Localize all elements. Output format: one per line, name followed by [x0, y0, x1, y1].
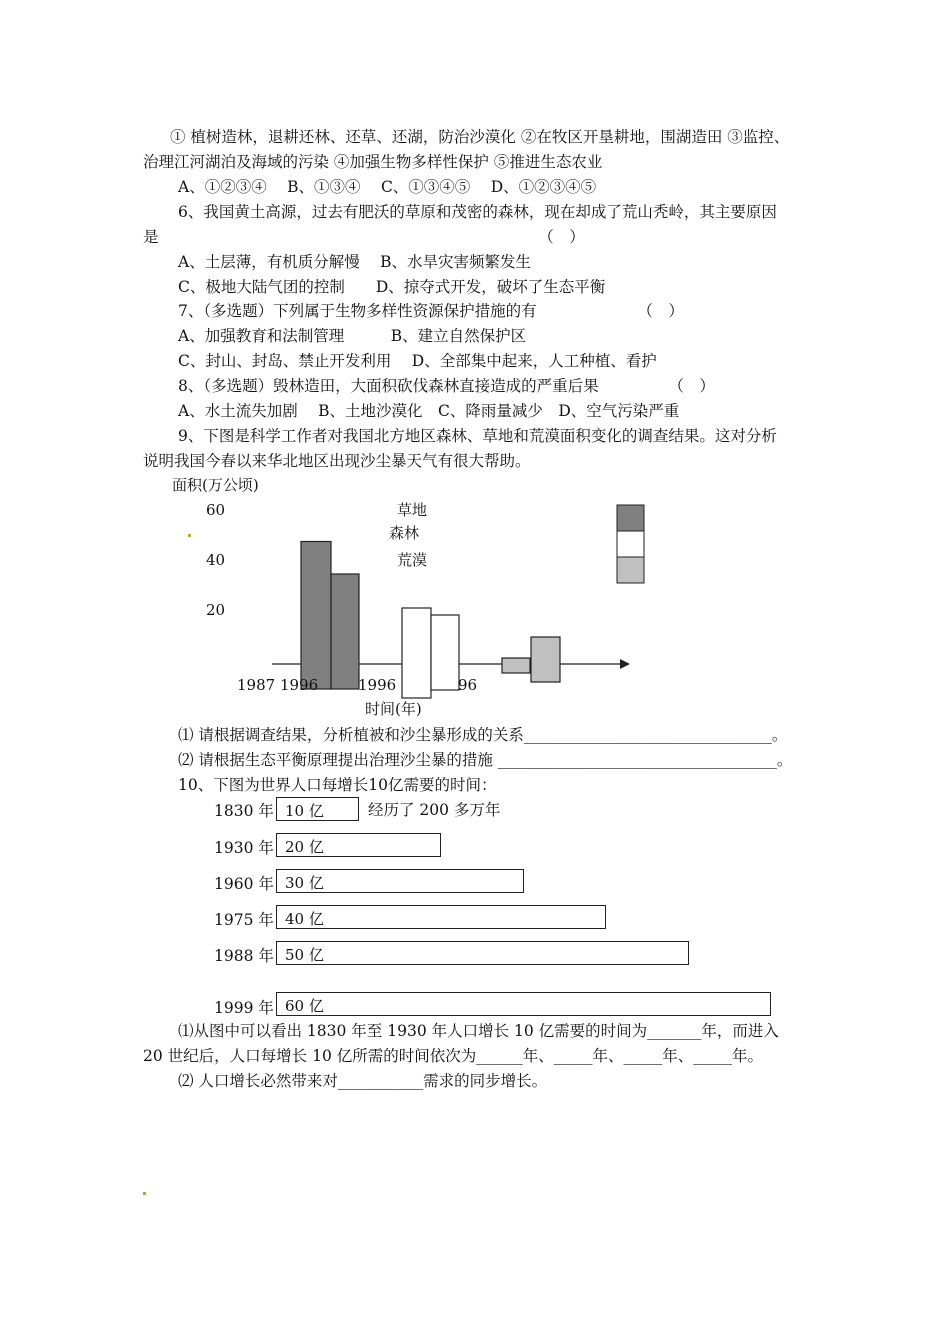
- bar-desert-0: [502, 658, 530, 673]
- q6-choices-cd: C、极地大陆气团的控制 D、掠夺式开发，破坏了生态平衡: [178, 278, 606, 296]
- pop-bar-label: 40 亿: [285, 910, 324, 928]
- legend-label: 草地: [397, 501, 428, 519]
- bar-grassland-1: [331, 574, 359, 689]
- pop-bar: [276, 905, 606, 929]
- bar-forest-0: [402, 608, 431, 698]
- pop-bar-label: 50 亿: [285, 946, 324, 964]
- bar-desert-1: [531, 637, 560, 682]
- q10-title: 10、下图为世界人口每增长10亿需要的时间：: [178, 776, 497, 794]
- stray-mark: [143, 1192, 146, 1195]
- q6-stem-cont: 是 （ ）: [143, 228, 585, 246]
- pop-bar: [276, 869, 524, 893]
- legend-label: 荒漠: [397, 551, 428, 569]
- legend-swatch-forest: [617, 531, 644, 557]
- q9-sub-2: ⑵ 请根据生态平衡原理提出治理沙尘暴的措施 ____________________________________。: [178, 751, 793, 769]
- q10-sub-1: ⑴从图中可以看出 1830 年至 1930 年人口增长 10 亿需要的时间为_______年，而进入: [178, 1022, 779, 1040]
- q7-choices-cd: C、封山、封岛、禁止开发利用 D、全部集中起来，人工种植、看护: [178, 352, 657, 370]
- pop-bar: [276, 941, 689, 965]
- y-tick-label: 60: [206, 501, 226, 519]
- q9-stem: 9、下图是科学工作者对我国北方地区森林、草地和荒漠面积变化的调查结果。这对分析: [178, 427, 777, 445]
- pop-bar: [276, 992, 771, 1016]
- q5-choices: A、①②③④ B、①③④ C、①③④⑤ D、①②③④⑤: [178, 178, 597, 196]
- pop-year: 1999 年: [214, 999, 274, 1017]
- q9-stem-cont: 说明我国今春以来华北地区出现沙尘暴天气有很大帮助。: [143, 452, 531, 470]
- pop-bar-label: 20 亿: [285, 838, 324, 856]
- q10-sub-2: ⑵ 人口增长必然带来对___________需求的同步增长。: [178, 1072, 548, 1090]
- q6-stem: 6、我国黄土高源，过去有肥沃的草原和茂密的森林，现在却成了荒山秃岭，其主要原因: [178, 203, 777, 221]
- x-tick-label: 1996: [358, 676, 397, 694]
- q6-choices-ab: A、土层薄，有机质分解慢 B、水旱灾害频繁发生: [178, 253, 532, 271]
- pop-bar-label: 60 亿: [285, 997, 324, 1015]
- x-tick-label: 1987 1996: [237, 676, 319, 694]
- pop-bar: [276, 833, 441, 857]
- pop-year: 1930 年: [214, 839, 274, 857]
- legend-swatch-desert: [617, 557, 644, 583]
- y-tick-label: 20: [206, 601, 226, 619]
- pop-year: 1830 年: [214, 802, 274, 820]
- pop-year: 1975 年: [214, 911, 274, 929]
- legend-swatch-grass: [617, 505, 644, 531]
- q8-stem: 8、（多选题）毁林造田，大面积砍伐森林直接造成的严重后果 （ ）: [178, 377, 715, 395]
- q5-options-text-cont: 治理江河湖泊及海域的污染 ④加强生物多样性保护 ⑤推进生态农业: [143, 153, 603, 171]
- bar-grassland-0: [301, 542, 331, 690]
- y-tick-label: 40: [206, 551, 226, 569]
- chart-ylabel: 面积(万公顷): [172, 476, 259, 494]
- stray-mark: [188, 534, 191, 537]
- q9-sub-1: ⑴ 请根据调查结果，分析植被和沙尘暴形成的关系________________________________。: [178, 726, 788, 744]
- q7-stem: 7、（多选题）下列属于生物多样性资源保护措施的有 （ ）: [178, 302, 684, 320]
- pop-year: 1988 年: [214, 947, 274, 965]
- pop-note: 经历了 200 多万年: [368, 801, 501, 819]
- q7-choices-ab: A、加强教育和法制管理 B、建立自然保护区: [178, 327, 527, 345]
- pop-year: 1960 年: [214, 875, 274, 893]
- q8-choices: A、水土流失加剧 B、土地沙漠化 C、降雨量减少 D、空气污染严重: [178, 402, 680, 420]
- q10-sub-1-cont: 20 世纪后，人口每增长 10 亿所需的时间依次为______年、_____年、_____年、_____年。: [143, 1047, 763, 1065]
- pop-bar-label: 30 亿: [285, 874, 324, 892]
- x-axis-arrow: [620, 659, 630, 669]
- q5-options-text: ① 植树造林，退耕还林、还草、还湖，防治沙漠化 ②在牧区开垦耕地，围湖造田 ③监控、: [170, 128, 790, 146]
- pop-bar: [276, 797, 359, 821]
- chart-xlabel: 时间(年): [365, 700, 422, 718]
- legend-label: 森林: [389, 524, 420, 542]
- pop-bar-label: 10 亿: [285, 802, 324, 820]
- bar-forest-1: [431, 615, 459, 690]
- x-tick-label: 96: [458, 676, 478, 694]
